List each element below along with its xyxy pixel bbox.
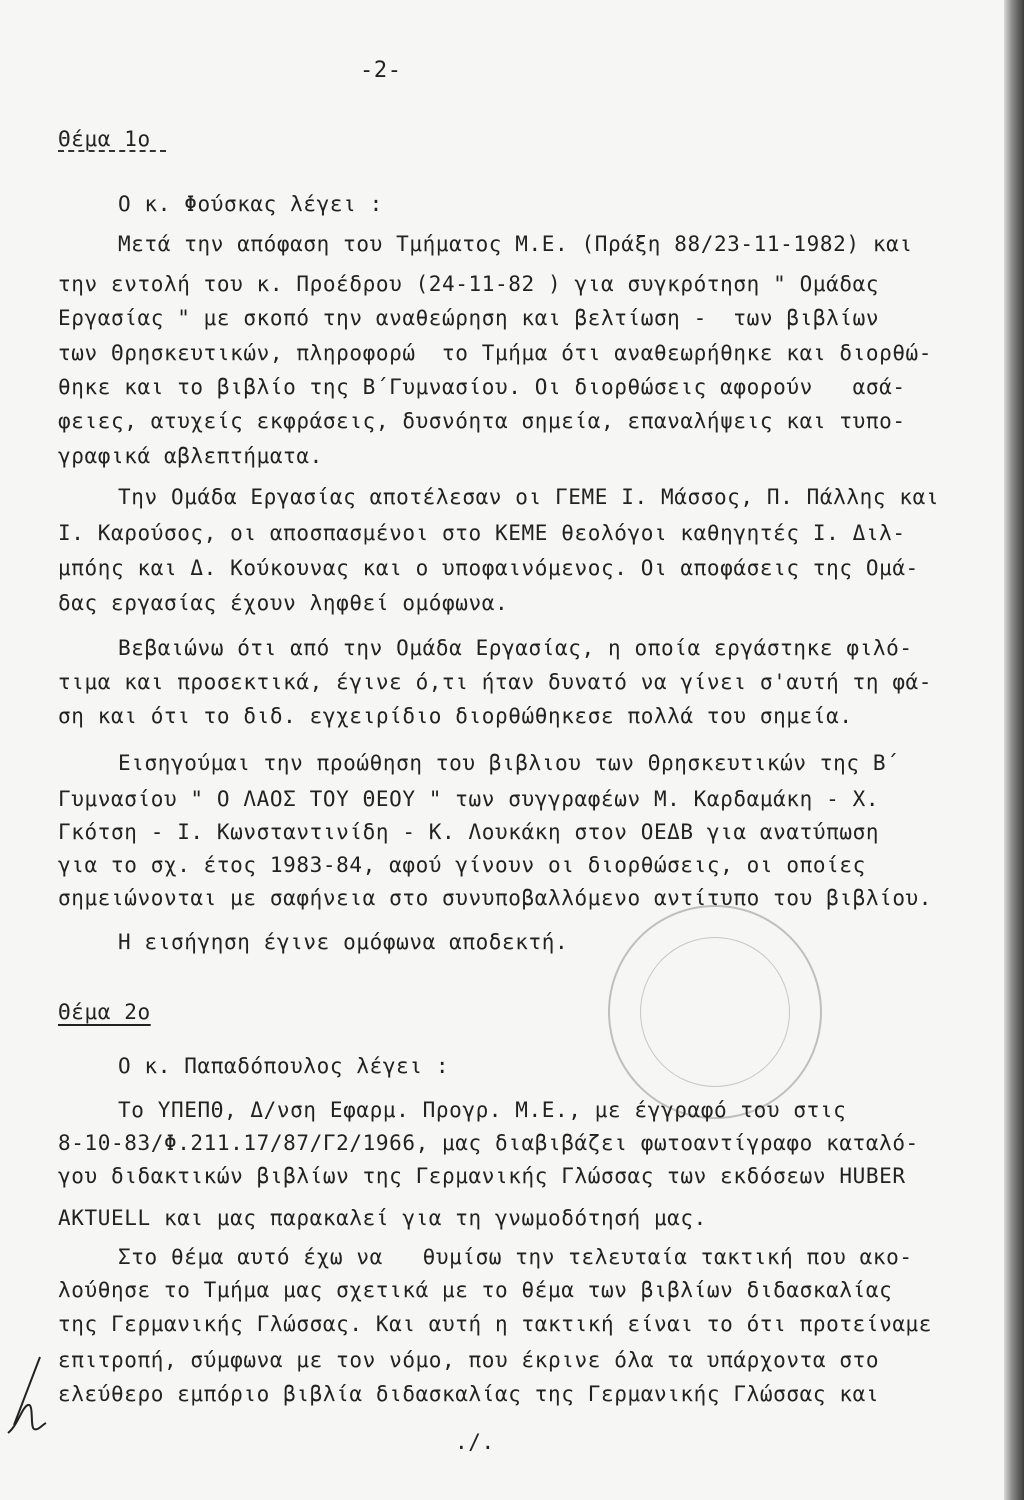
text-line: Στο θέμα αυτό έχω να θυμίσω την τελευταία τακτική που ακο- [118, 1245, 913, 1269]
official-seal [608, 905, 822, 1119]
continuation-mark: ./. [455, 1430, 495, 1454]
text-line: επιτροπή, σύμφωνα με τον νόμο, που έκρινε όλα τα υπάρχοντα στο [58, 1348, 880, 1372]
text-line: δας εργασίας έχουν ληφθεί ομόφωνα. [58, 591, 509, 615]
text-line: για το σχ. έτος 1983-84, αφού γίνουν οι διορθώσεις, οι οποίες [58, 853, 866, 877]
text-line: την εντολή του κ. Προέδρου (24-11-82 ) για συγκρότηση " Ομάδας [58, 272, 880, 296]
text-line: Γκότση - Ι. Κωνσταντινίδη - Κ. Λουκάκη στον ΟΕΔΒ για ανατύπωση [58, 820, 880, 844]
text-line: φειες, ατυχείς εκφράσεις, δυσνόητα σημεία, επαναλήψεις και τυπο- [58, 409, 906, 433]
text-line: γραφικά αβλεπτήματα. [58, 444, 323, 468]
text-line: Το ΥΠΕΠΘ, Δ/νση Εφαρμ. Προγρ. Μ.Ε., με έγγραφό του στις [118, 1098, 847, 1122]
text-line: της Γερμανικής Γλώσσας. Και αυτή η τακτική είναι το ότι προτείναμε [58, 1312, 933, 1336]
text-line: γου διδακτικών βιβλίων της Γερμανικής Γλώσσας των εκδόσεων HUBER [58, 1164, 906, 1188]
text-line: AKTUELL και μας παρακαλεί για τη γνωμοδότησή μας. [58, 1206, 707, 1230]
text-line: Την Ομάδα Εργασίας αποτέλεσαν οι ΓΕΜΕ Ι. Μάσσος, Π. Πάλλης και [118, 485, 940, 509]
text-line: των Θρησκευτικών, πληροφορώ το Τμήμα ότι αναθεωρήθηκε και διορθώ- [58, 341, 933, 365]
text-line: Εργασίας " με σκοπό την αναθεώρηση και βελτίωση - των βιβλίων [58, 306, 880, 330]
text-line: Ο κ. Φούσκας λέγει : [118, 192, 383, 216]
section-1-heading: Θέμα 1ο [58, 127, 151, 151]
text-line: τιμα και προσεκτικά, έγινε ό,τι ήταν δυνατό να γίνει σ'αυτή τη φά- [58, 670, 933, 694]
text-line: μπόης και Δ. Κούκουνας και ο υποφαινόμενος. Οι αποφάσεις της Ομά- [58, 556, 919, 580]
handwritten-initials [0, 1355, 60, 1440]
text-line: 8-10-83/Φ.211.17/87/Γ2/1966, μας διαβιβάζει φωτοαντίγραφο καταλό- [58, 1131, 919, 1155]
text-line: Μετά την απόφαση του Τμήματος Μ.Ε. (Πράξη 88/23-11-1982) και [118, 232, 913, 256]
page-edge [1004, 0, 1024, 1500]
section-2-heading: Θέμα 2ο [58, 1000, 151, 1024]
text-line: θηκε και το βιβλίο της Β΄Γυμνασίου. Οι διορθώσεις αφορούν ασά- [58, 375, 906, 399]
text-line: Ο κ. Παπαδόπουλος λέγει : [118, 1054, 450, 1078]
page-number: -2- [360, 58, 402, 83]
text-line: Η εισήγηση έγινε ομόφωνα αποδεκτή. [118, 930, 569, 954]
text-line: Γυμνασίου " Ο ΛΑΟΣ ΤΟΥ ΘΕΟΥ " των συγγραφέων Μ. Καρδαμάκη - Χ. [58, 787, 880, 811]
text-line: ελεύθερο εμπόριο βιβλία διδασκαλίας της Γερμανικής Γλώσσας και [58, 1382, 880, 1406]
text-line: Βεβαιώνω ότι από την Ομάδα Εργασίας, η οποία εργάστηκε φιλό- [118, 636, 913, 660]
text-line: ση και ότι το διδ. εγχειρίδιο διορθώθηκεσε πολλά του σημεία. [58, 704, 853, 728]
text-line: Ι. Καρούσος, οι αποσπασμένοι στο ΚΕΜΕ θεολόγοι καθηγητές Ι. Διλ- [58, 521, 906, 545]
text-line: λούθησε το Τμήμα μας σχετικά με το θέμα των βιβλίων διδασκαλίας [58, 1278, 893, 1302]
heading-underline [58, 150, 166, 152]
text-line: Εισηγούμαι την προώθηση του βιβλιου των Θρησκευτικών της Β΄ [118, 751, 900, 775]
text-line: σημειώνονται με σαφήνεια στο συνυποβαλλόμενο αντίτυπο του βιβλίου. [58, 886, 933, 910]
